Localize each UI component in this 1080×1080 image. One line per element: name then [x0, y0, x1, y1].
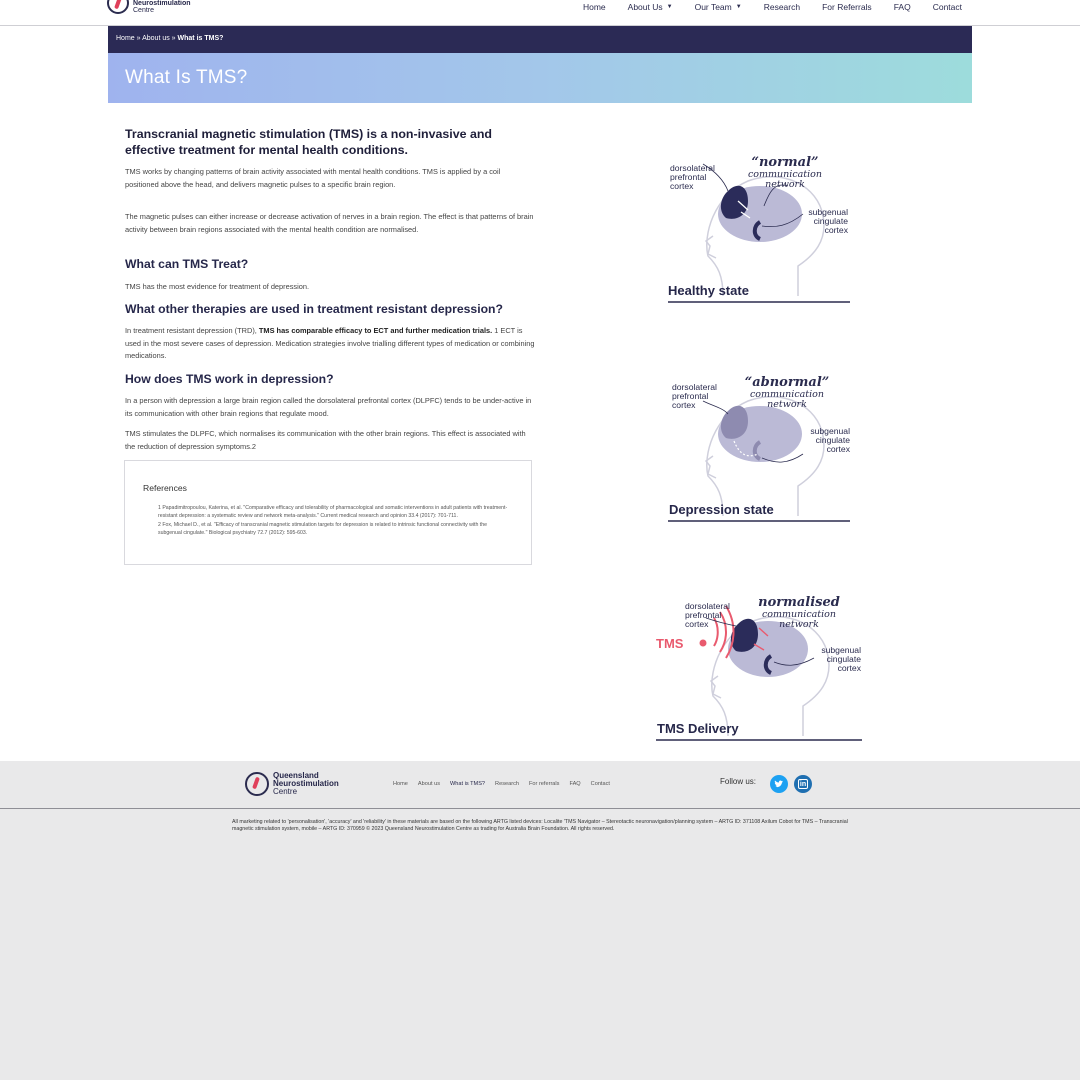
logo-mark-icon [245, 772, 269, 796]
references-box [124, 460, 532, 565]
nav-about-us[interactable]: About Us ▼ [627, 2, 673, 12]
logo-mark-icon [107, 0, 129, 14]
article-paragraph: In treatment resistant depression (TRD), TMS has comparable efficacy to ECT and further medication trials. 1 ECT is used in the most severe cases of depression. Medication strategies involve trialling different types of medication or combining medications. [125, 326, 535, 360]
article-lead: Transcranial magnetic stimulation (TMS) is a non-invasive and effective treatment for mental health conditions. [125, 127, 492, 157]
follow-us-label: Follow us: [720, 777, 757, 786]
legal-disclaimer: All marketing related to 'personalisation', 'accuracy' and 'reliability' in these materials are based on the following ARTG listed devices: Localite 'TMS Navigator – Stereotactic neuronavigation/planning system – ARTG ID: 371108 Axilum Cobot for TMS – Transcranial magnetic stimulation system, mobile – ARTG ID: 370959 © 2023 Queensland Neurostimulation Centre as trading for Australia Brain Foundation. All rights reserved. [232, 819, 848, 833]
sgc-label: subgenual cingulate cortex [821, 645, 861, 673]
article-paragraph: TMS has the most evidence for treatment of depression. [125, 282, 310, 291]
site-footer [0, 761, 1080, 1080]
breadcrumb-current: What is TMS? [177, 35, 224, 42]
article-paragraph: TMS stimulates the DLPFC, which normalises its communication with the other brain regions. This effect is associated with the reduction of depression symptoms.2 [125, 429, 526, 451]
page-title: What Is TMS? [125, 67, 248, 88]
tms-delivery-diagram [656, 566, 866, 746]
footer-nav-referrals[interactable]: For referrals [529, 781, 560, 787]
heading-what-can-tms-treat: What can TMS Treat? [125, 257, 249, 271]
tms-coil-label: TMS [656, 636, 684, 651]
site-logo[interactable] [107, 0, 191, 14]
twitter-icon[interactable] [770, 775, 788, 793]
footer-nav-about[interactable]: About us [417, 781, 441, 787]
depression-state-diagram [668, 346, 868, 526]
network-label: normalised communication network [758, 595, 840, 630]
page-title-banner [108, 53, 972, 103]
dlpfc-label: dorsolateral prefrontal cortex [685, 601, 730, 629]
chevron-down-icon: ▼ [666, 4, 673, 10]
dlpfc-label: dorsolateral prefrontal cortex [670, 163, 715, 191]
logo-line-3: Centre [133, 6, 155, 14]
references-list [158, 504, 508, 538]
footer-divider [0, 808, 1080, 809]
nav-contact[interactable]: Contact [932, 2, 962, 12]
dlpfc-label: dorsolateral prefrontal cortex [672, 382, 717, 410]
network-label: “abnormal” communication network [744, 375, 830, 410]
footer-nav-research[interactable]: Research [495, 781, 519, 787]
sgc-label: subgenual cingulate cortex [808, 207, 848, 235]
reference-item: 2 Fox, Michael D., et al. "Efficacy of transcranial magnetic stimulation targets for depression is related to intrinsic functional connectivity with the subgenual cingulate." Biological psychiatry 72.7 (2012): 595-603. [158, 521, 487, 537]
main-content [0, 26, 1080, 761]
breadcrumb-home[interactable]: Home [116, 35, 135, 42]
network-label: “normal” communication network [747, 155, 822, 190]
logo-line-2: Neurostimulation [133, 0, 191, 7]
nav-our-team[interactable]: Our Team ▼ [694, 2, 742, 12]
nav-faq[interactable]: FAQ [893, 2, 911, 12]
breadcrumb-about[interactable]: About us [142, 35, 170, 42]
footer-nav-home[interactable]: Home [393, 781, 408, 787]
footer-nav [393, 781, 610, 787]
breadcrumb: Home » About us » What is TMS? [108, 26, 972, 53]
heading-other-therapies: What other therapies are used in treatment resistant depression? [125, 302, 503, 316]
footer-nav-contact[interactable]: Contact [590, 781, 610, 787]
chevron-down-icon: ▼ [735, 4, 742, 10]
footer-nav-faq[interactable]: FAQ [569, 781, 581, 787]
article-paragraph: TMS works by changing patterns of brain activity associated with mental health conditions. TMS is applied by a coil positioned above the head, and delivers magnetic pulses to a specific brain region. [125, 167, 501, 189]
linkedin-icon[interactable]: in [794, 775, 812, 793]
diagram-caption: TMS Delivery [657, 721, 739, 736]
article-paragraph: In a person with depression a large brain region called the dorsolateral prefrontal cortex (DLPFC) tends to be under-active in its communication with other brain regions that regulate mood. [125, 396, 532, 418]
nav-home[interactable]: Home [582, 2, 606, 12]
footer-nav-what-is-tms[interactable]: What is TMS? [450, 781, 486, 787]
diagram-caption: Healthy state [668, 283, 749, 298]
top-navigation-bar [0, 0, 1080, 26]
sgc-label: subgenual cingulate cortex [810, 426, 850, 454]
nav-for-referrals[interactable]: For Referrals [822, 2, 872, 12]
healthy-state-diagram [668, 126, 868, 306]
heading-how-does-tms-work: How does TMS work in depression? [125, 372, 334, 386]
diagram-caption: Depression state [669, 502, 774, 517]
nav-research[interactable]: Research [763, 2, 801, 12]
reference-item: 1 Papadimitropoulou, Katerina, et al. "Comparative efficacy and tolerability of pharmacological and somatic interventions in adult patients with treatment‐resistant depression: a systematic review and network meta-analysis." Current medical research and opinion 33.4 (2017): 701-711. [158, 505, 508, 520]
footer-logo[interactable]: Queensland Neurostimulation Centre [245, 772, 339, 796]
main-nav [572, 2, 962, 12]
article-paragraph: The magnetic pulses can either increase or decrease activation of nerves in a brain region. The effect is that patterns of brain activity between brain regions associated with the mental health condition are normalised. [125, 212, 534, 234]
references-title: References [143, 483, 187, 493]
